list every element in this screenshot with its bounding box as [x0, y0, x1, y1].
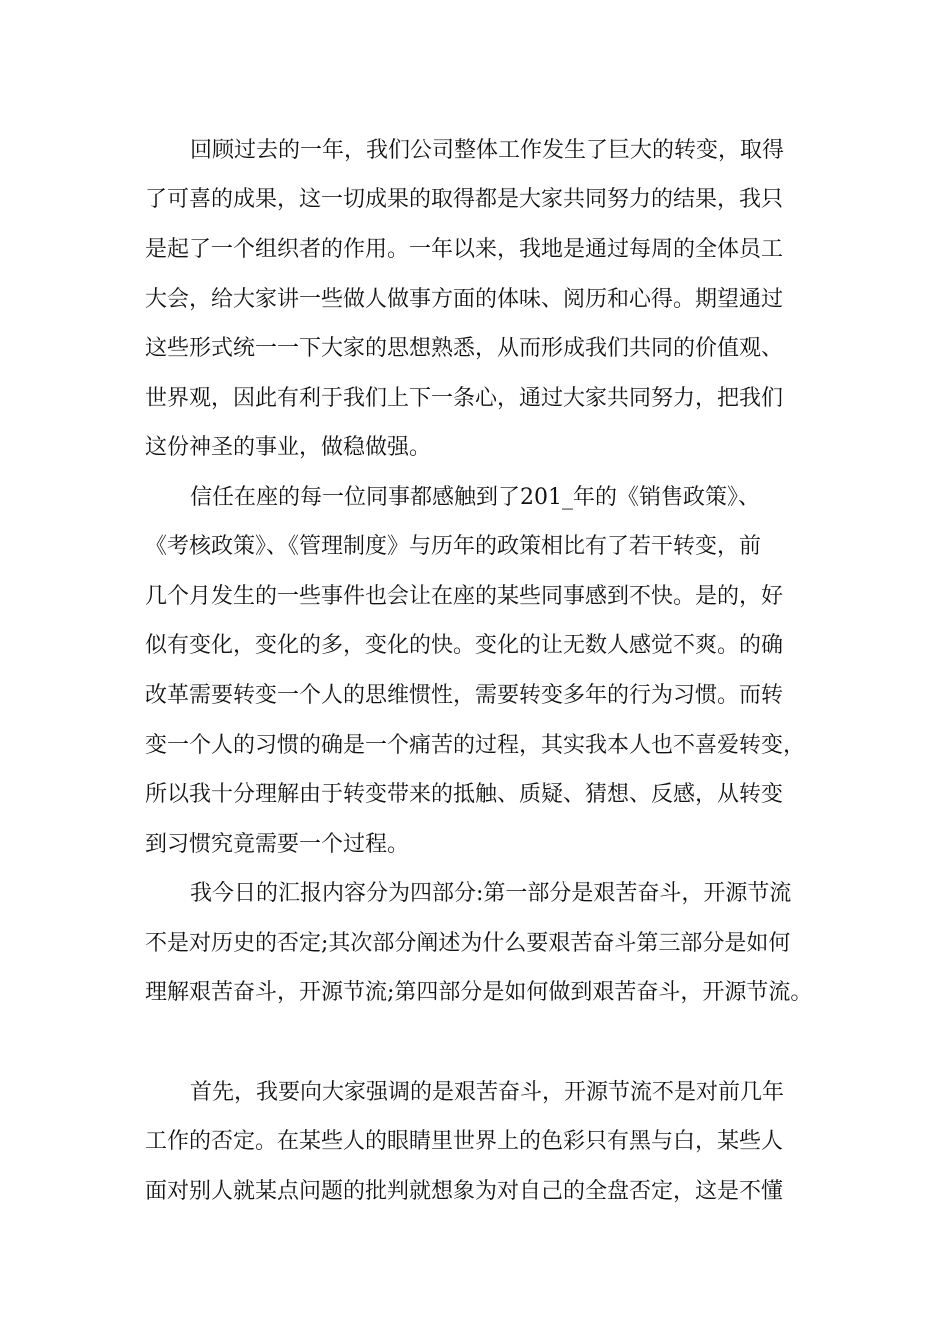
paragraph-2-line-7: 所以我十分理解由于转变带来的抵触、质疑、猜想、反感，从转变 — [145, 782, 784, 807]
paragraph-2-line-1: 信任在座的每一位同事都感触到了201_年的《销售政策》、 — [190, 485, 760, 510]
paragraph-1-line-1: 回顾过去的一年，我们公司整体工作发生了巨大的转变，取得 — [190, 138, 785, 163]
paragraph-1-line-2: 了可喜的成果，这一切成果的取得都是大家共同努力的结果，我只 — [145, 187, 784, 212]
paragraph-2-line-6: 变一个人的习惯的确是一个痛苦的过程，其实我本人也不喜爱转变， — [145, 733, 806, 758]
paragraph-2-line-3: 几个月发生的一些事件也会让在座的某些同事感到不快。是的，好 — [145, 584, 784, 609]
paragraph-1-line-3: 是起了一个组织者的作用。一年以来，我地是通过每周的全体员工 — [145, 237, 784, 262]
paragraph-1-line-5: 这些形式统一一下大家的思想熟悉，从而形成我们共同的价值观、 — [145, 336, 784, 361]
paragraph-3-line-2: 不是对历史的否定;其次部分阐述为什么要艰苦奋斗第三部分是如何 — [145, 931, 791, 956]
paragraph-2-line-8: 到习惯究竟需要一个过程。 — [145, 832, 410, 857]
paragraph-1-line-6: 世界观，因此有利于我们上下一条心，通过大家共同努力，把我们 — [145, 386, 784, 411]
paragraph-3-line-1: 我今日的汇报内容分为四部分:第一部分是艰苦奋斗，开源节流 — [190, 881, 792, 906]
paragraph-2-line-2: 《考核政策》、《管理制度》与历年的政策相比有了若干转变，前 — [145, 534, 762, 559]
paragraph-3-line-3: 理解艰苦奋斗，开源节流;第四部分是如何做到艰苦奋斗，开源节流。 — [145, 980, 813, 1005]
paragraph-4-line-1: 首先，我要向大家强调的是艰苦奋斗，开源节流不是对前几年 — [190, 1080, 785, 1105]
paragraph-1-line-4: 大会，给大家讲一些做人做事方面的体味、阅历和心得。期望通过 — [145, 287, 784, 312]
paragraph-2-line-5: 改革需要转变一个人的思维惯性，需要转变多年的行为习惯。而转 — [145, 683, 784, 708]
paragraph-1-line-7: 这份神圣的事业，做稳做强。 — [145, 435, 432, 460]
paragraph-2-line-4: 似有变化，变化的多，变化的快。变化的让无数人感觉不爽。的确 — [145, 633, 784, 658]
paragraph-4-line-2: 工作的否定。在某些人的眼睛里世界上的色彩只有黑与白，某些人 — [145, 1129, 784, 1154]
paragraph-4-line-3: 面对别人就某点问题的批判就想象为对自己的全盘否定，这是不懂 — [145, 1179, 784, 1204]
